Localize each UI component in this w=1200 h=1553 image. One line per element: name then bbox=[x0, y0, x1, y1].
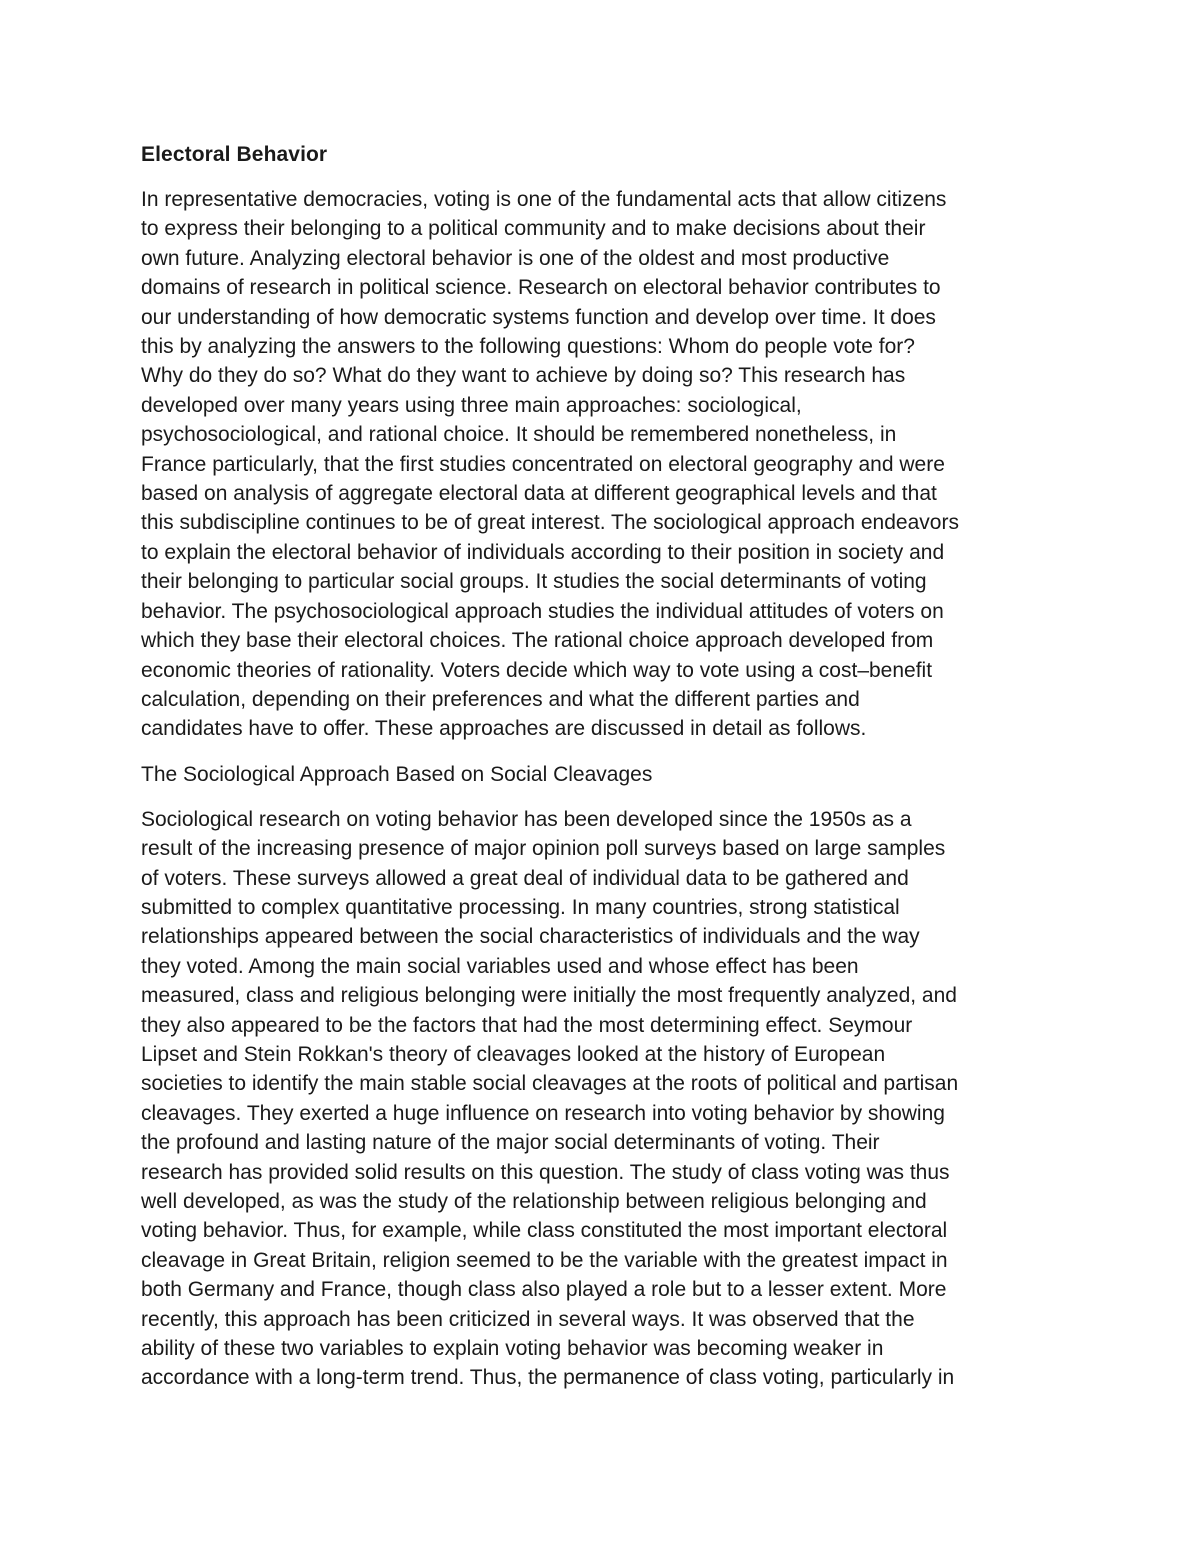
text-line: their belonging to particular social groups. It studies the social determinants of voting bbox=[141, 570, 927, 594]
text-line: Sociological research on voting behavior has been developed since the 1950s as a bbox=[141, 807, 912, 831]
text-line: well developed, as was the study of the relationship between religious belonging and bbox=[141, 1190, 927, 1213]
document-page bbox=[141, 140, 1063, 1409]
section-paragraph bbox=[141, 805, 1063, 1393]
text-line: behavior. The psychosociological approach studies the individual attitudes of voters on bbox=[141, 599, 944, 623]
text-line: the profound and lasting nature of the major social determinants of voting. Their bbox=[141, 1131, 880, 1155]
text-line: this by analyzing the answers to the following questions: Whom do people vote for? bbox=[141, 335, 915, 359]
text-line: they voted. Among the main social variables used and whose effect has been bbox=[141, 954, 859, 978]
section-heading: The Sociological Approach Based on Social Cleavages bbox=[141, 762, 653, 786]
text-line: this subdiscipline continues to be of great interest. The sociological approach endeavors bbox=[141, 511, 959, 535]
text-line: they also appeared to be the factors that had the most determining effect. Seymour bbox=[141, 1013, 913, 1037]
text-line: cleavage in Great Britain, religion seemed to be the variable with the greatest impact in bbox=[141, 1248, 948, 1272]
text-line: own future. Analyzing electoral behavior is one of the oldest and most productive bbox=[141, 246, 890, 270]
text-line: ability of these two variables to explain voting behavior was becoming weaker in bbox=[141, 1337, 884, 1361]
text-line: recently, this approach has been criticized in several ways. It was observed that the bbox=[141, 1307, 915, 1331]
text-line: to explain the electoral behavior of individuals according to their position in society and bbox=[141, 540, 945, 564]
text-line: calculation, depending on their preferences and what the different parties and bbox=[141, 687, 860, 711]
text-line: of voters. These surveys allowed a great deal of individual data to be gathered and bbox=[141, 866, 909, 890]
text-line: measured, class and religious belonging were initially the most frequently analyzed, and bbox=[141, 984, 957, 1008]
text-line: domains of research in political science. Research on electoral behavior contributes to bbox=[141, 276, 941, 300]
text-line: submitted to complex quantitative processing. In many countries, strong statistical bbox=[141, 895, 900, 919]
text-line: which they base their electoral choices. The rational choice approach developed from bbox=[141, 629, 934, 653]
text-line: both Germany and France, though class also played a role but to a lesser extent. More bbox=[141, 1278, 947, 1302]
text-line: our understanding of how democratic systems function and develop over time. It does bbox=[141, 305, 936, 329]
text-line: Lipset and Stein Rokkan's theory of cleavages looked at the history of European bbox=[141, 1042, 886, 1066]
text-line: In representative democracies, voting is one of the fundamental acts that allow citizens bbox=[141, 188, 947, 211]
text-line: candidates have to offer. These approaches are discussed in detail as follows. bbox=[141, 717, 867, 741]
text-line: based on analysis of aggregate electoral data at different geographical levels and that bbox=[141, 482, 937, 506]
text-line: accordance with a long-term trend. Thus, the permanence of class voting, particularly in bbox=[141, 1366, 955, 1390]
text-line: to express their belonging to a political community and to make decisions about their bbox=[141, 217, 926, 241]
text-line: result of the increasing presence of major opinion poll surveys based on large samples bbox=[141, 837, 946, 861]
text-line: cleavages. They exerted a huge influence on research into voting behavior by showing bbox=[141, 1101, 945, 1125]
text-line: psychosociological, and rational choice. It should be remembered nonetheless, in bbox=[141, 423, 897, 447]
text-line: economic theories of rationality. Voters decide which way to vote using a cost–benefit bbox=[141, 658, 933, 682]
text-line: developed over many years using three main approaches: sociological, bbox=[141, 393, 802, 417]
text-line: societies to identify the main stable social cleavages at the roots of political and partisan bbox=[141, 1072, 959, 1096]
text-line: Why do they do so? What do they want to achieve by doing so? This research has bbox=[141, 364, 906, 388]
text-line: France particularly, that the first studies concentrated on electoral geography and were bbox=[141, 452, 945, 476]
text-line: relationships appeared between the social characteristics of individuals and the way bbox=[141, 925, 920, 949]
intro-paragraph bbox=[141, 185, 1063, 744]
document-title: Electoral Behavior bbox=[141, 143, 328, 166]
text-line: research has provided solid results on this question. The study of class voting was thus bbox=[141, 1160, 950, 1184]
text-line: voting behavior. Thus, for example, while class constituted the most important electoral bbox=[141, 1219, 948, 1243]
